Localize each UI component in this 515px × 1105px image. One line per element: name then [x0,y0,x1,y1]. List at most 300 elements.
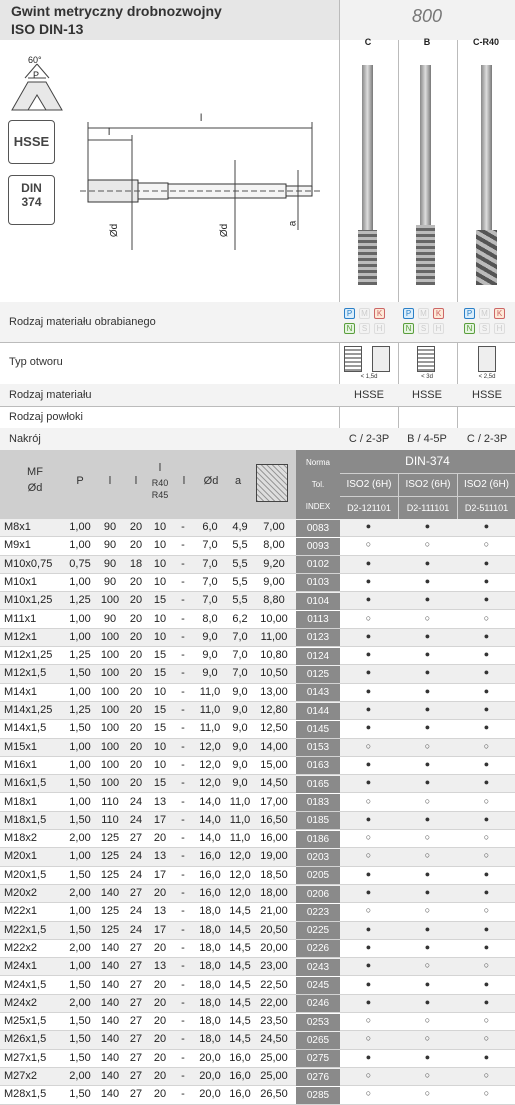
cell-a: 5,5 [232,557,248,570]
table-row [0,812,515,830]
table-row [0,1086,515,1104]
availability-mark: ● [365,1051,372,1062]
cell-l2: 20 [129,777,143,790]
cell-a: 9,0 [232,758,248,771]
availability-mark: ● [483,868,490,879]
table-row [0,940,515,958]
cell-mf: M24x1,5 [4,978,47,991]
l2-label: l [108,127,111,138]
cell-a: 9,0 [232,740,248,753]
table-row [0,574,515,592]
din-badge: DIN 374 [8,175,55,225]
availability-mark: ● [365,777,372,788]
table-row [0,794,515,812]
cell-l2: 24 [129,795,143,808]
availability-mark: ● [424,667,431,678]
availability-mark: ● [483,557,490,568]
cell-p: 1,50 [69,868,91,881]
cell-d2: 18,0 [199,1015,221,1028]
cell-a: 7,0 [232,630,248,643]
cell-mf: M18x2 [4,832,38,845]
cell-l1: 100 [100,722,120,735]
material-row: Rodzaj materiału obrabianego P M K N S H P M K N S H P M K N S H [0,302,515,342]
cell-a: 11,0 [229,832,251,845]
cell-l2r: 10 [153,539,167,552]
cell-p: 1,25 [69,704,91,716]
availability-mark: ○ [365,539,372,550]
cell-l1: 140 [100,996,120,1009]
cell-index: 0163 [296,757,340,774]
cell-mf: M20x1,5 [4,868,47,881]
d1-header: Ød [27,482,43,494]
cell-d: 24,50 [260,1033,288,1046]
cell-d2: 7,0 [202,539,218,552]
cell-p: 1,00 [69,960,91,973]
availability-mark: ● [424,1051,431,1062]
cell-l1: 125 [100,905,120,918]
availability-mark: ○ [483,740,490,751]
cell-p: 2,00 [69,887,91,899]
blind-hole-icon [372,346,390,372]
cell-l2r: 20 [153,978,167,991]
cell-a: 9,0 [232,777,248,790]
cell-l2r: 13 [153,850,167,863]
availability-mark: ○ [365,1033,372,1044]
cell-l2: 27 [129,1088,143,1101]
cell-p: 2,00 [69,1070,91,1082]
cell-a: 5,5 [232,539,248,552]
cell-l2: 20 [129,594,143,607]
cell-index: 0183 [296,794,340,811]
availability-mark: ○ [365,850,372,861]
cell-l2: 20 [129,630,143,643]
cell-mf: M16x1 [4,758,38,771]
cell-l2: 20 [129,575,143,588]
availability-mark: ○ [424,1033,431,1044]
cell-l2: 27 [129,1033,143,1046]
cell-l3: - [181,575,185,588]
cell-d2: 18,0 [199,905,221,918]
cell-d2: 18,0 [199,978,221,991]
cell-a: 14,5 [229,1033,251,1046]
cell-l1: 90 [103,521,117,533]
cell-l2r: 10 [153,557,167,570]
availability-mark: ● [483,978,490,989]
cell-d: 19,00 [260,850,288,863]
cell-l2: 27 [129,1051,143,1064]
cell-l3: - [181,539,185,552]
cell-d: 13,00 [260,685,288,698]
availability-mark: ● [365,722,372,733]
cell-d2: 7,0 [202,575,218,588]
cell-p: 1,50 [69,1088,91,1101]
cell-mf: M27x2 [4,1070,38,1082]
cell-l2: 27 [129,960,143,973]
cell-l1: 140 [100,1070,120,1082]
cell-l2: 27 [129,941,143,954]
cell-l3: - [181,722,185,735]
table-row [0,647,515,665]
cell-index: 0145 [296,721,340,738]
tap-image-c-r40 [471,65,501,285]
availability-mark: ● [424,813,431,824]
technical-drawing [0,40,339,302]
cell-d: 9,00 [263,575,285,588]
availability-mark: ● [365,649,372,660]
cell-d2: 6,0 [202,521,218,533]
cell-d2: 16,0 [199,868,221,881]
cell-d2: 16,0 [199,887,221,899]
cell-l2: 24 [129,850,143,863]
table-row [0,665,515,683]
cell-l3: - [181,594,185,607]
cell-a: 7,0 [232,649,248,662]
cell-l2r: 20 [153,941,167,954]
cell-l3: - [181,978,185,991]
cell-l2r: 17 [153,868,167,881]
l2-r-header: l [158,462,162,474]
cell-p: 1,00 [69,575,91,588]
cell-l1: 140 [100,978,120,991]
cell-l2r: 20 [153,1070,167,1082]
cell-mf: M20x2 [4,887,38,899]
cell-l2: 27 [129,978,143,991]
cell-mf: M28x1,5 [4,1088,47,1101]
table-row [0,775,515,793]
header [0,0,515,40]
availability-mark: ● [483,630,490,641]
cell-p: 1,00 [69,795,91,808]
cell-a: 11,0 [229,813,251,826]
cell-d: 16,00 [260,832,288,845]
table-row [0,995,515,1013]
cell-p: 1,00 [69,850,91,863]
table-row [0,1031,515,1049]
cell-d2: 18,0 [199,960,221,973]
cell-d2: 8,0 [202,612,218,625]
cell-l2r: 10 [153,612,167,625]
cell-index: 0276 [296,1069,340,1086]
availability-mark: ● [424,868,431,879]
cell-l1: 100 [100,740,120,753]
cell-mf: M26x1,5 [4,1033,47,1046]
cell-p: 1,50 [69,923,91,936]
cell-l2r: 10 [153,758,167,771]
availability-mark: ○ [424,960,431,971]
availability-mark: ○ [424,1088,431,1099]
cell-p: 2,00 [69,941,91,954]
availability-mark: ● [365,575,372,586]
table-row [0,867,515,885]
cell-p: 1,00 [69,612,91,625]
availability-mark: ○ [483,539,490,550]
cell-index: 0245 [296,977,340,994]
cell-mf: M14x1,25 [4,704,53,716]
title-line-2: ISO DIN-13 [11,21,84,37]
cell-d: 14,00 [260,740,288,753]
cell-mf: M11x1 [4,612,37,625]
cell-p: 2,00 [69,996,91,1009]
cell-d: 11,00 [260,630,288,643]
availability-mark: ● [424,685,431,696]
table-row [0,537,515,555]
cell-index: 0246 [296,995,340,1012]
availability-mark: ● [424,941,431,952]
availability-mark: ○ [483,850,490,861]
cell-index: 0223 [296,904,340,921]
cell-d: 20,00 [260,941,288,954]
chamfer-row: Nakrój C / 2-3P B / 4-5P C / 2-3P [0,428,515,450]
cell-d: 8,80 [263,594,285,607]
cell-mf: M24x2 [4,996,38,1009]
cell-l1: 140 [100,887,120,899]
cell-d: 16,50 [260,813,288,826]
cell-d2: 18,0 [199,996,221,1009]
availability-mark: ● [483,667,490,678]
tolerance-b: ISO2 (6H) [399,474,457,496]
cell-l2: 20 [129,521,143,533]
availability-mark: ● [483,758,490,769]
cell-d2: 9,0 [202,630,218,643]
cell-d: 10,80 [260,649,288,662]
cell-l3: - [181,1015,185,1028]
cell-index: 0102 [296,556,340,573]
availability-mark: ○ [483,832,490,843]
cell-l2r: 13 [153,905,167,918]
availability-mark: ○ [365,1070,372,1080]
cell-mf: M9x1 [4,539,31,552]
availability-mark: ○ [483,960,490,971]
cell-l3: - [181,1088,185,1101]
cell-mf: M24x1 [4,960,38,973]
cell-index: 0275 [296,1050,340,1067]
availability-mark: ● [483,941,490,952]
availability-mark: ● [483,813,490,824]
cell-a: 14,5 [229,941,251,954]
cell-index: 0093 [296,538,340,555]
cell-a: 7,0 [232,667,248,680]
availability-mark: ● [483,704,490,714]
availability-mark: ● [483,685,490,696]
cell-l3: - [181,923,185,936]
availability-mark: ● [424,923,431,934]
cell-mf: M18x1 [4,795,38,808]
availability-mark: ● [424,557,431,568]
cell-p: 1,00 [69,521,91,533]
availability-mark: ● [365,667,372,678]
cell-mf: M12x1,25 [4,649,53,662]
cell-l1: 90 [103,575,117,588]
cell-d2: 11,0 [199,685,221,698]
drill-diagram-icon [256,464,288,502]
cell-l2r: 20 [153,832,167,845]
cell-d2: 14,0 [199,813,221,826]
cell-d: 25,00 [260,1051,288,1064]
availability-mark: ○ [424,905,431,916]
cell-l1: 140 [100,941,120,954]
cell-d2: 18,0 [199,1033,221,1046]
cell-l2r: 10 [153,575,167,588]
cell-d2: 11,0 [199,704,221,716]
cell-index: 0186 [296,831,340,848]
cell-mf: M25x1,5 [4,1015,47,1028]
cell-l3: - [181,740,185,753]
through-hole-icon-b [417,346,435,372]
p-header: P [76,475,84,487]
cell-l3: - [181,850,185,863]
cell-l2r: 10 [153,521,167,533]
cell-l3: - [181,704,185,716]
cell-l3: - [181,612,185,625]
cell-l2r: 17 [153,923,167,936]
a-label: a [287,220,299,227]
cell-l2: 20 [129,740,143,753]
availability-mark: ● [365,685,372,696]
availability-mark: ● [483,575,490,586]
cell-d2: 12,0 [199,758,221,771]
cell-p: 1,00 [69,685,91,698]
cell-d: 18,00 [260,887,288,899]
cell-l2r: 10 [153,740,167,753]
cell-l2: 27 [129,996,143,1009]
cell-l2: 20 [129,758,143,771]
availability-mark: ● [424,887,431,897]
cell-a: 11,0 [229,795,251,808]
cell-l2: 20 [129,649,143,662]
cell-l1: 100 [100,630,120,643]
cell-p: 1,50 [69,1033,91,1046]
cell-mf: M18x1,5 [4,813,47,826]
cell-l3: - [181,685,185,698]
cell-l2: 20 [129,722,143,735]
table-row [0,519,515,537]
cell-d2: 12,0 [199,740,221,753]
availability-mark: ○ [365,795,372,806]
table-row [0,922,515,940]
cell-index: 0265 [296,1032,340,1049]
d2-header: Ød [203,475,219,487]
cell-mf: M20x1 [4,850,38,863]
availability-mark: ● [365,758,372,769]
cell-d: 9,20 [263,557,285,570]
material-badge: HSSE [8,120,55,164]
cell-l1: 100 [100,667,120,680]
cell-p: 1,00 [69,758,91,771]
cell-l2r: 10 [153,685,167,698]
l1-header: l [108,475,112,487]
cell-p: 1,00 [69,740,91,753]
availability-mark: ○ [483,1088,490,1099]
cell-d: 23,50 [260,1015,288,1028]
availability-mark: ● [483,1051,490,1062]
cell-d: 21,00 [260,905,288,918]
cell-p: 1,00 [69,630,91,643]
table-row [0,556,515,574]
availability-mark: ○ [365,905,372,916]
availability-mark: ● [483,594,490,605]
availability-mark: ● [483,722,490,733]
cell-l1: 100 [100,649,120,662]
cell-p: 1,50 [69,978,91,991]
cell-l2r: 15 [153,594,167,607]
cell-l3: - [181,1051,185,1064]
availability-mark: ● [365,996,372,1007]
cell-l1: 110 [101,795,119,808]
table-row [0,1013,515,1031]
availability-mark: ○ [424,832,431,843]
l1-label: l [200,113,203,124]
cell-l2r: 13 [153,795,167,808]
cell-d2: 18,0 [199,941,221,954]
availability-mark: ● [365,923,372,934]
cell-mf: M16x1,5 [4,777,47,790]
cell-l3: - [181,941,185,954]
mf-header: MF [27,466,43,478]
cell-l3: - [181,1070,185,1082]
cell-l2: 20 [129,704,143,716]
availability-mark: ○ [365,612,372,623]
cell-l2r: 20 [153,1088,167,1101]
cell-l1: 125 [100,923,120,936]
code-c: D2-121101 [340,497,398,519]
cell-mf: M22x2 [4,941,38,954]
cell-l2: 27 [129,1015,143,1028]
availability-mark: ● [424,758,431,769]
cell-d2: 20,0 [199,1088,221,1101]
cell-l2: 24 [129,868,143,881]
cell-d2: 11,0 [199,722,221,735]
cell-mf: M14x1,5 [4,722,47,735]
l2-header: l [134,475,138,487]
cell-l1: 100 [100,685,120,698]
table-row [0,611,515,629]
availability-mark: ○ [424,539,431,550]
cell-d: 8,00 [263,539,285,552]
cell-p: 1,00 [69,539,91,552]
cell-index: 0243 [296,959,340,976]
title-line-1: Gwint metryczny drobnozwojny [11,3,222,19]
table-row [0,885,515,903]
cell-l2: 27 [129,832,143,845]
cell-mf: M22x1,5 [4,923,47,936]
cell-d: 22,00 [260,996,288,1009]
cell-index: 0123 [296,629,340,646]
cell-l2: 24 [129,813,143,826]
cell-l2: 24 [129,923,143,936]
cell-mf: M10x1 [4,575,38,588]
cell-d: 10,50 [260,667,288,680]
availability-mark: ● [424,575,431,586]
cell-d2: 12,0 [199,777,221,790]
cell-index: 0225 [296,922,340,939]
d1-label: Ød [109,223,121,238]
din-header: DIN-374 [340,450,515,473]
cell-l2r: 13 [153,960,167,973]
cell-d: 12,50 [260,722,288,735]
availability-mark: ● [424,649,431,660]
cell-d2: 7,0 [202,594,218,607]
cell-p: 1,00 [69,905,91,918]
cell-d: 17,00 [260,795,288,808]
cell-d2: 14,0 [199,832,221,845]
cell-d: 12,80 [260,704,288,716]
cell-l1: 140 [100,1033,120,1046]
cell-p: 1,50 [69,667,91,680]
cell-a: 9,0 [232,722,248,735]
cell-index: 0153 [296,739,340,756]
cell-a: 14,5 [229,1015,251,1028]
cell-index: 0104 [296,593,340,610]
